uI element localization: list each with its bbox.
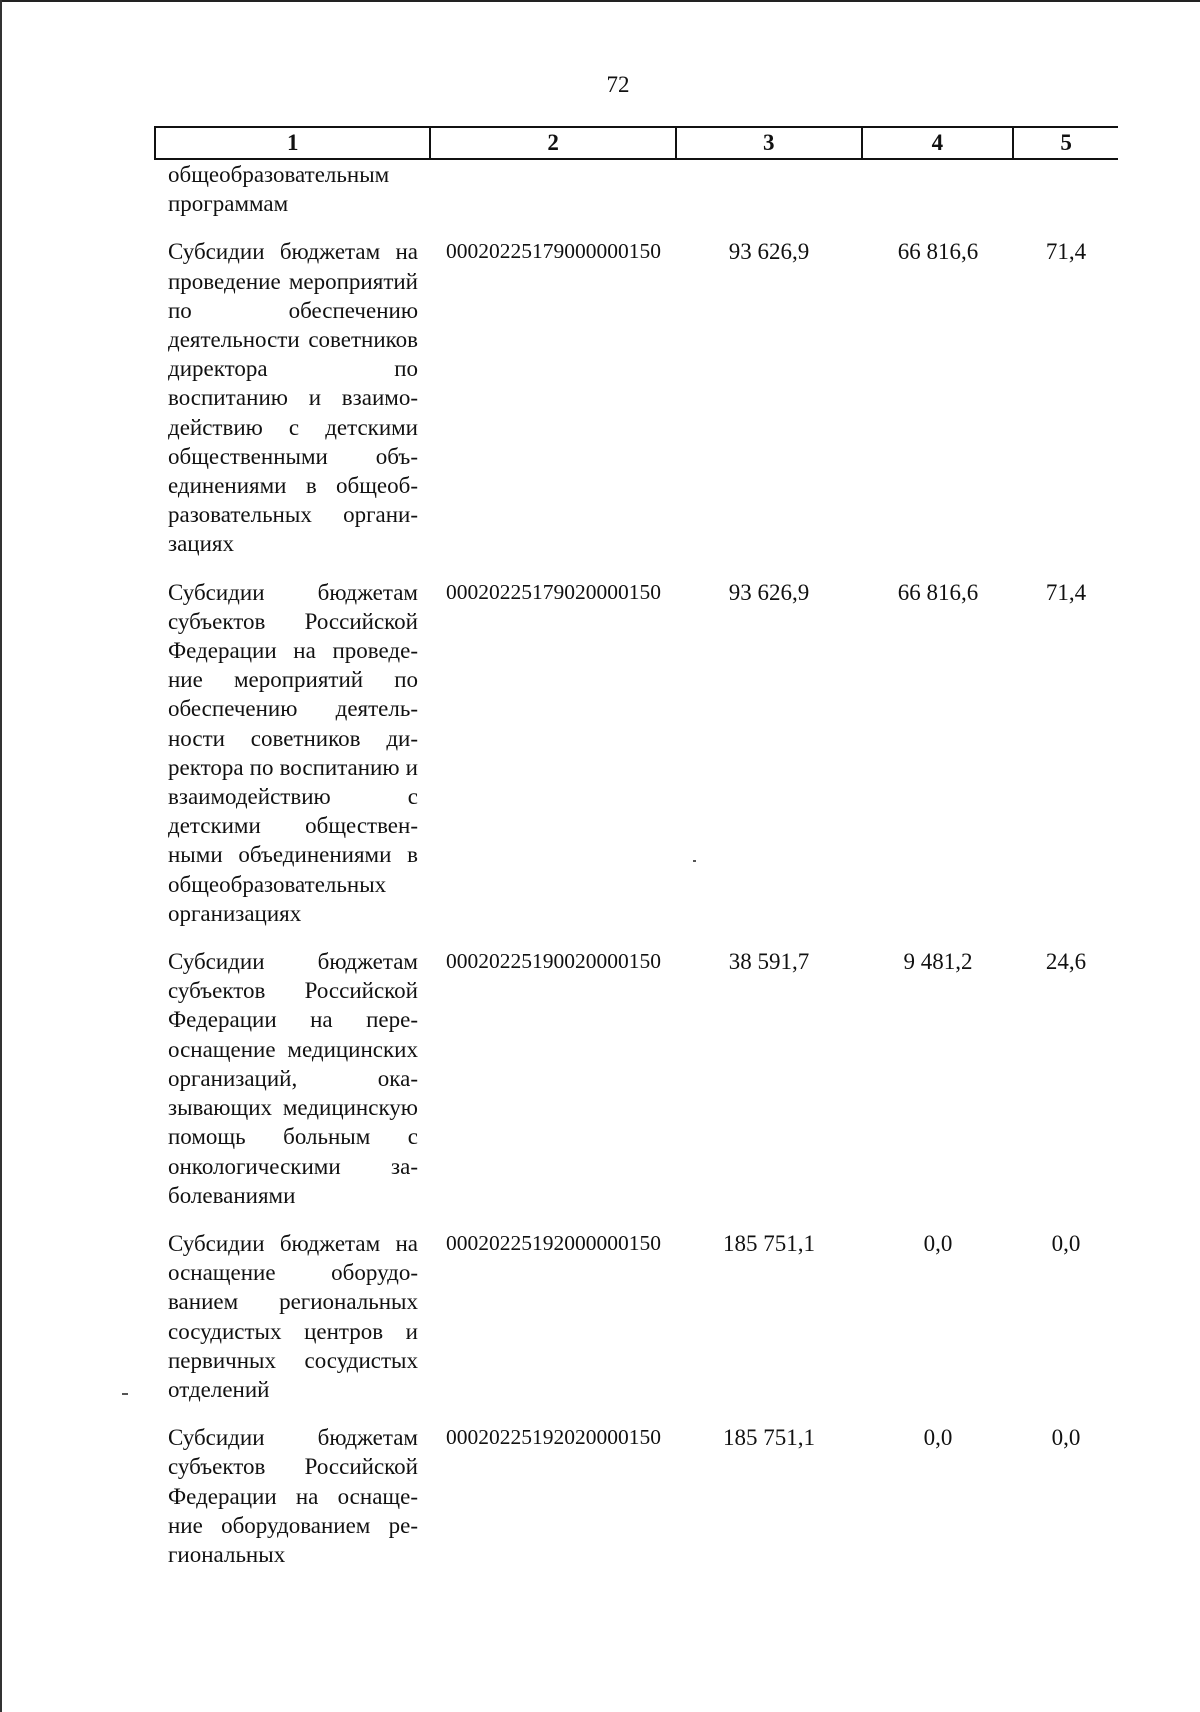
row-code: 00020225190020000150 (446, 949, 661, 974)
table-row (154, 1423, 1118, 1569)
page-number: 72 (606, 72, 630, 97)
budget-table (154, 126, 1118, 1588)
row-code: 00020225192020000150 (446, 1425, 661, 1450)
table-row (154, 947, 1118, 1210)
header-col-1: 1 (156, 128, 431, 158)
row-col3: 93 626,9 (728, 579, 810, 605)
row-name: Субсидии бюджетам на оснащение оборудованием региональных сосудистых центров и первичных сосудистых отделений (168, 1230, 418, 1402)
row-col3: 185 751,1 (723, 1230, 815, 1256)
table-row (154, 1229, 1118, 1404)
row-name: Субсидии бюджетам субъектов Российской Федерации на проведение мероприятий по обеспечению деятельности советников директора по воспитанию и взаимодействию с детскими общественными объединениями в общеобразовательных организациях (168, 579, 418, 926)
row-name: Субсидии бюджетам на проведение мероприятий по обеспечению деятельности советников директора по воспитанию и взаимодействию с детскими общественными объединениями в общеобразовательных организациях (168, 239, 418, 557)
page-top-edge (0, 0, 1200, 2)
row-name: Субсидии бюджетам субъектов Российской Федерации на оснащение оборудованием региональных (168, 1425, 418, 1567)
row-col3: 38 591,7 (728, 949, 810, 975)
table-row (154, 237, 1118, 558)
row-col5: 71,4 (1045, 579, 1087, 605)
table-row (154, 160, 1118, 218)
row-col4: 0,0 (923, 1425, 953, 1451)
header-col-4: 4 (863, 128, 1015, 158)
page-left-edge (0, 0, 2, 1712)
table-body (154, 160, 1118, 1569)
row-col3: 185 751,1 (723, 1425, 815, 1451)
header-col-3: 3 (677, 128, 863, 158)
scan-speck (122, 1393, 128, 1395)
row-col4: 0,0 (923, 1230, 953, 1256)
row-col4: 9 481,2 (903, 949, 973, 975)
row-code: 00020225179020000150 (446, 579, 661, 604)
header-col-2: 2 (431, 128, 676, 158)
row-col5: 0,0 (1051, 1230, 1081, 1256)
row-name: общеобразовательным программам (168, 162, 390, 217)
row-col5: 24,6 (1045, 949, 1087, 975)
row-col4: 66 816,6 (897, 239, 979, 265)
scan-speck (693, 860, 696, 862)
row-code: 00020225179000000150 (446, 239, 661, 264)
table-header-row (154, 126, 1118, 160)
row-col5: 0,0 (1051, 1425, 1081, 1451)
row-code: 00020225192000000150 (446, 1230, 661, 1255)
row-col5: 71,4 (1045, 239, 1087, 265)
row-col4: 66 816,6 (897, 579, 979, 605)
table-row (154, 578, 1118, 928)
row-col3: 93 626,9 (728, 239, 810, 265)
header-col-5: 5 (1060, 130, 1072, 155)
row-name: Субсидии бюджетам субъектов Российской Федерации на переоснащение медицинских организаций, оказывающих медицинскую помощь больным с онкологическими заболеваниями (168, 949, 418, 1208)
